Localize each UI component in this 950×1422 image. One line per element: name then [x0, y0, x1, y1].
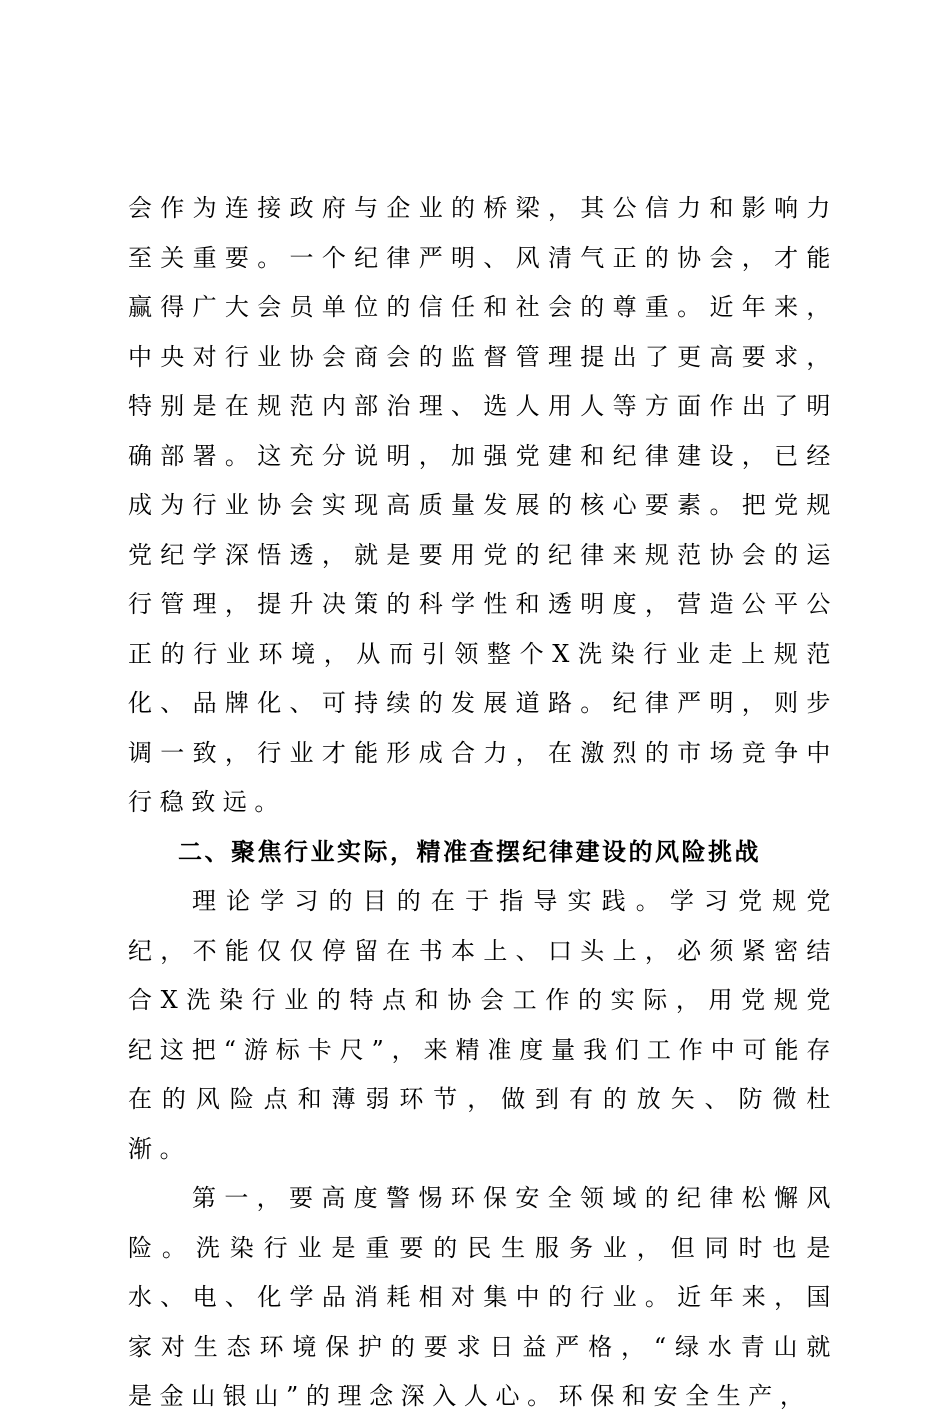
body-paragraph-1: 会作为连接政府与企业的桥梁，其公信力和影响力至关重要。一个纪律严明、风清气正的协会，才能赢得广大会员单位的信任和社会的尊重。近年来，中央对行业协会商会的监督管理提出了更高要求，特别是在规范内部治理、选人用人等方面作出了明确部署。这充分说明，加强党建和纪律建设，已经成为行业协会实现高质量发展的核心要素。把党规党纪学深悟透，就是要用党的纪律来规范协会的运行管理，提升决策的科学性和透明度，营造公平公正的行业环境，从而引领整个X洗染行业走上规范化、品牌化、可持续的发展道路。纪律严明，则步调一致，行业才能形成合力，在激烈的市场竞争中行稳致远。: [128, 194, 838, 816]
body-paragraph-2: 理论学习的目的在于指导实践。学习党规党纪，不能仅仅停留在书本上、口头上，必须紧密结合X洗染行业的特点和协会工作的实际，用党规党纪这把“游标卡尺”，来精准度量我们工作中可能存在的风险点和薄弱环节，做到有的放矢、防微杜渐。: [128, 887, 838, 1163]
section-heading-2: 二、聚焦行业实际，精准查摆纪律建设的风险挑战: [178, 837, 761, 866]
body-paragraph-3: 第一，要高度警惕环保安全领域的纪律松懈风险。洗染行业是重要的民生服务业，但同时也是水、电、化学品消耗相对集中的行业。近年来，国家对生态环境保护的要求日益严格，“绿水青山就是金山银山”的理念深入人心。环保和安全生产，: [128, 1184, 838, 1410]
document-page: [128, 184, 838, 1422]
